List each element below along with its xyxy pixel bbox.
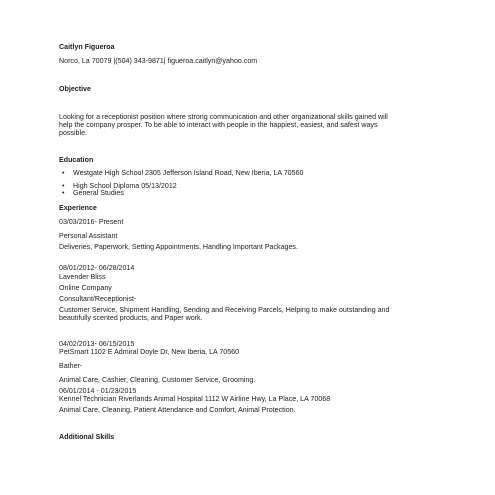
job-duties: Customer Service, Shipment Handling, Sending and Receiving Parcels, Helping to make outstanding and <box>59 306 390 314</box>
job-employer: PetSmart 1102 E Admiral Doyle Dr, New Iberia, LA 70560 <box>59 348 240 356</box>
job-dates: 03/03/2016- Present <box>59 218 124 226</box>
job-title: Consultant/Receptionist- <box>59 295 137 303</box>
objective-line-2: help the company prosper. To be able to interact with people in the happiest, easiest, and safest ways <box>59 121 378 129</box>
experience-heading: Experience <box>59 204 97 212</box>
job-dates: 08/01/2012- 06/28/2014 <box>59 264 135 272</box>
job-title: Personal Assistant <box>59 232 118 240</box>
job-employer: Kennel Technician Riverlands Animal Hospital 1112 W Airline Hwy, La Place, LA 70068 <box>59 395 331 403</box>
job-duties: Deliveries, Paperwork, Setting Appointments, Handling Important Packages. <box>59 243 298 251</box>
job-employer-detail: Online Company <box>59 284 112 292</box>
education-item: General Studies <box>73 189 124 197</box>
objective-heading: Objective <box>59 85 91 93</box>
job-title: Bather- <box>59 362 83 370</box>
job-duties: Animal Care, Cleaning, Patient Attendance and Comfort, Animal Protection. <box>59 406 296 414</box>
candidate-name: Caitlyn Figueroa <box>59 43 115 51</box>
job-dates: 06/01/2014 - 01/23/2015 <box>59 387 137 395</box>
additional-skills-heading: Additional Skills <box>59 433 115 441</box>
objective-line-3: possible. <box>59 129 87 137</box>
education-heading: Education <box>59 156 94 164</box>
bullet-icon: • <box>62 169 65 177</box>
job-duties: beautifully scented products, and Paper work. <box>59 314 203 322</box>
objective-line-1: Looking for a receptionist position where strong communication and other organizational skills gained will <box>59 113 388 121</box>
education-item: Westgate High School 2305 Jefferson Island Road, New Iberia, LA 70560 <box>73 169 304 177</box>
bullet-icon: • <box>62 189 65 197</box>
job-employer: Lavender Bliss <box>59 273 106 281</box>
contact-info: Norco, La 70079 |(504) 343-9871| figueroa.caitlyn@yahoo.com <box>59 57 258 65</box>
bullet-icon: • <box>62 182 65 190</box>
job-duties: Animal Care, Cashier, Cleaning, Customer Service, Grooming. <box>59 376 256 384</box>
job-dates: 04/02/2013- 06/15/2015 <box>59 340 135 348</box>
education-item: High School Diploma 05/13/2012 <box>73 182 177 190</box>
